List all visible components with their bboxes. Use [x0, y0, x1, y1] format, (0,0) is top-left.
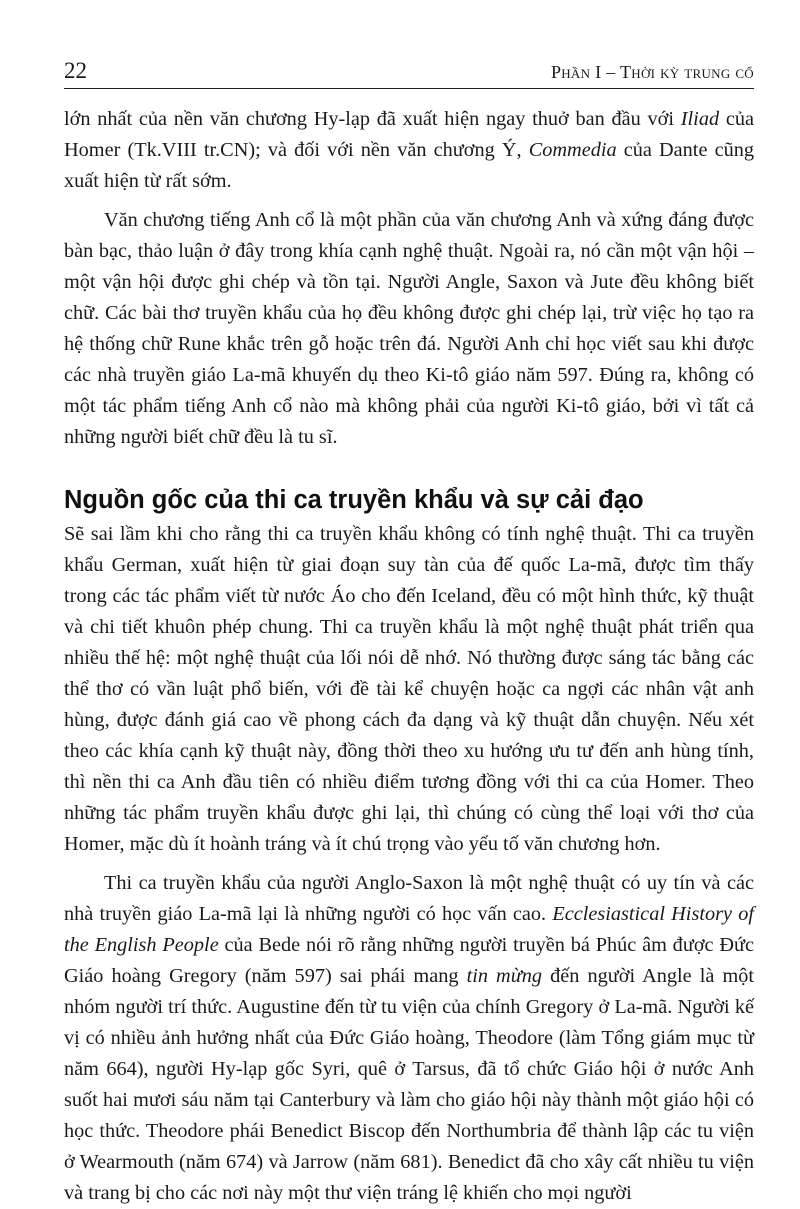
section-heading: Nguồn gốc của thi ca truyền khẩu và sự cải đạo — [64, 486, 644, 514]
paragraph-1-text-a: lớn nhất của nền văn chương Hy-lạp đã xuất hiện ngay thuở ban đầu với — [64, 108, 681, 130]
page-header — [64, 58, 754, 89]
paragraph-4-text-b: của Bede nói rõ rằng những người truyền bá Phúc âm được Đức Giáo hoàng Gregory (năm 597) sai phái mang — [64, 934, 754, 987]
body-text — [64, 104, 754, 1209]
phrase-tin-mung: tin mừng — [466, 965, 543, 987]
title-iliad: Iliad — [680, 108, 720, 130]
paragraph-4-text-a: Thi ca truyền khẩu của người Anglo-Saxon là một nghệ thuật có uy tín và các nhà truyền giáo La-mã lại là những người có học vấn cao. — [64, 872, 754, 925]
title-ecclesiastical-history: Ecclesiastical History of the English People — [64, 903, 754, 956]
paragraph-1 — [64, 104, 754, 197]
paragraph-1-text-b: của Homer (Tk.VIII tr.CN); và đối với nền văn chương Ý, — [64, 108, 754, 161]
title-commedia: Commedia — [528, 139, 617, 161]
page-number: 22 — [64, 58, 87, 83]
paragraph-1-text-c: của Dante cũng xuất hiện từ rất sớm. — [64, 139, 754, 192]
paragraph-4-text-c: đến người Angle là một nhóm người trí thức. Augustine đến từ tu viện của chính Gregory ở La-mã. Người kế vị có nhiều ảnh hưởng nhất của Đức Giáo hoàng, Theodore (làm Tổng giám mục từ năm 664), người Hy-lạp gốc Syri, quê ở Tarsus, đã tổ chức Giáo hội ở nước Anh suốt hai mươi sáu năm tại Canterbury và làm cho giáo hội này thành một giáo hội có học thức. Theodore phái Benedict Biscop đến Northumbria để thành lập các tu viện ở Wearmouth (năm 674) và Jarrow (năm 681). Benedict đã cho xây cất nhiều tu viện và trang bị cho các nơi này một thư viện tráng lệ khiến cho mọi người — [64, 965, 754, 1204]
paragraph-4 — [64, 868, 754, 1209]
paragraph-3: Sẽ sai lầm khi cho rằng thi ca truyền khẩu không có tính nghệ thuật. Thi ca truyền khẩu German, xuất hiện từ giai đoạn suy tàn của đế quốc La-mã, được tìm thấy trong các tác phẩm viết từ nước Áo cho đến Iceland, đều có một hình thức, kỹ thuật và chi tiết khuôn phép chung. Thi ca truyền khẩu là một nghệ thuật phát triển qua nhiều thế hệ: một nghệ thuật của lối nói dễ nhớ. Nó thường được sáng tác bằng các thể thơ có vần luật phổ biến, với đề tài kể chuyện hoặc ca ngợi các nhân vật anh hùng, được đánh giá cao về phong cách đa dạng và kỹ thuật dẫn chuyện. Nếu xét theo các khía cạnh kỹ thuật này, đồng thời theo xu hướng ưu tư đến anh hùng tính, thì nền thi ca Anh đầu tiên có nhiều điểm tương đồng với thi ca của Homer. Theo những tác phẩm truyền khẩu được ghi lại, thì chúng có cùng thể loại với thơ của Homer, mặc dù ít hoành tráng và ít chú trọng vào yếu tố văn chương hơn. — [64, 523, 754, 855]
paragraph-2: Văn chương tiếng Anh cổ là một phần của văn chương Anh và xứng đáng được bàn bạc, thảo luận ở đây trong khía cạnh nghệ thuật. Ngoài ra, nó cần một vận hội – một vận hội được ghi chép và tồn tại. Người Angle, Saxon và Jute đều không biết chữ. Các bài thơ truyền khẩu của họ đều không được ghi chép lại, trừ việc họ tạo ra hệ thống chữ Rune khắc trên gỗ hoặc trên đá. Người Anh chỉ học viết sau khi được các nhà truyền giáo La-mã khuyến dụ theo Ki-tô giáo năm 597. Đúng ra, không có một tác phẩm tiếng Anh cổ nào mà không phải của người Ki-tô giáo, bởi vì tất cả những người biết chữ đều là tu sĩ. — [64, 209, 754, 448]
running-head: Phần I – Thời kỳ trung cổ — [550, 62, 754, 82]
